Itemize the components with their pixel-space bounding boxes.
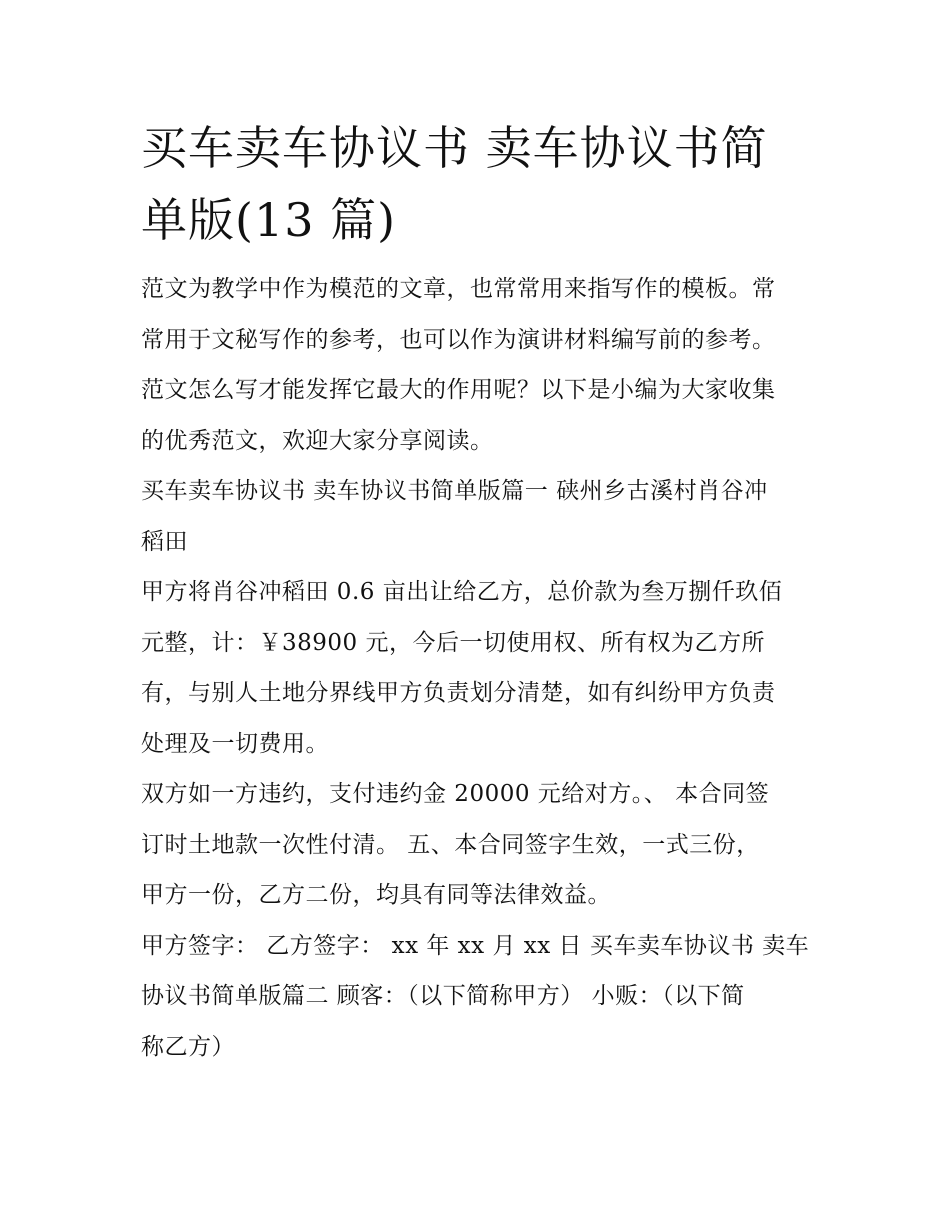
breach-paragraph — [141, 769, 813, 921]
title-line-1: 买车卖车协议书 卖车协议书简 — [141, 121, 768, 175]
text-line: 处理及一切费用。 — [141, 730, 329, 757]
text-line: 甲方一份，乙方二份，均具有同等法律效益。 — [141, 882, 611, 908]
text-line: 订时土地款一次性付清。 五、本合同签字生效，一式三份， — [141, 831, 760, 858]
section-heading-paragraph — [141, 466, 813, 567]
intro-paragraph — [141, 264, 813, 466]
text-line: 范文怎么写才能发挥它最大的作用呢？以下是小编为大家收集 — [141, 377, 776, 403]
text-line: 常用于文秘写作的参考，也可以作为演讲材料编写前的参考。 — [141, 326, 776, 353]
text-line: 有，与别人土地分界线甲方负责划分清楚，如有纠纷甲方负责 — [141, 680, 776, 706]
text-line: 协议书简单版篇二 顾客：（以下简称甲方） 小贩：（以下简 — [141, 983, 745, 1009]
text-line: 的优秀范文，欢迎大家分享阅读。 — [141, 427, 494, 454]
text-line: 甲方签字： 乙方签字： xx 年 xx 月 xx 日 买车卖车协议书 卖车 — [141, 932, 810, 959]
signature-paragraph — [141, 921, 813, 1073]
text-line: 范文为教学中作为模范的文章，也常常用来指写作的模板。常 — [141, 276, 776, 302]
text-line: 稻田 — [141, 528, 188, 555]
text-line: 双方如一方违约，支付违约金 20000 元给对方。、 本合同签 — [141, 781, 770, 807]
terms-paragraph — [141, 567, 813, 769]
text-line: 甲方将肖谷冲稻田 0.6 亩出让给乙方，总价款为叁万捌仟玖佰 — [141, 579, 783, 605]
text-line: 买车卖车协议书 卖车协议书简单版篇一 硖州乡古溪村肖谷冲 — [141, 478, 768, 504]
text-line: 元整，计：￥38900 元，今后一切使用权、所有权为乙方所 — [141, 629, 765, 656]
title-line-2: 单版(13 篇) — [141, 193, 397, 247]
document-title — [141, 112, 813, 256]
text-line: 称乙方） — [141, 1033, 235, 1060]
document-page — [141, 112, 813, 1072]
